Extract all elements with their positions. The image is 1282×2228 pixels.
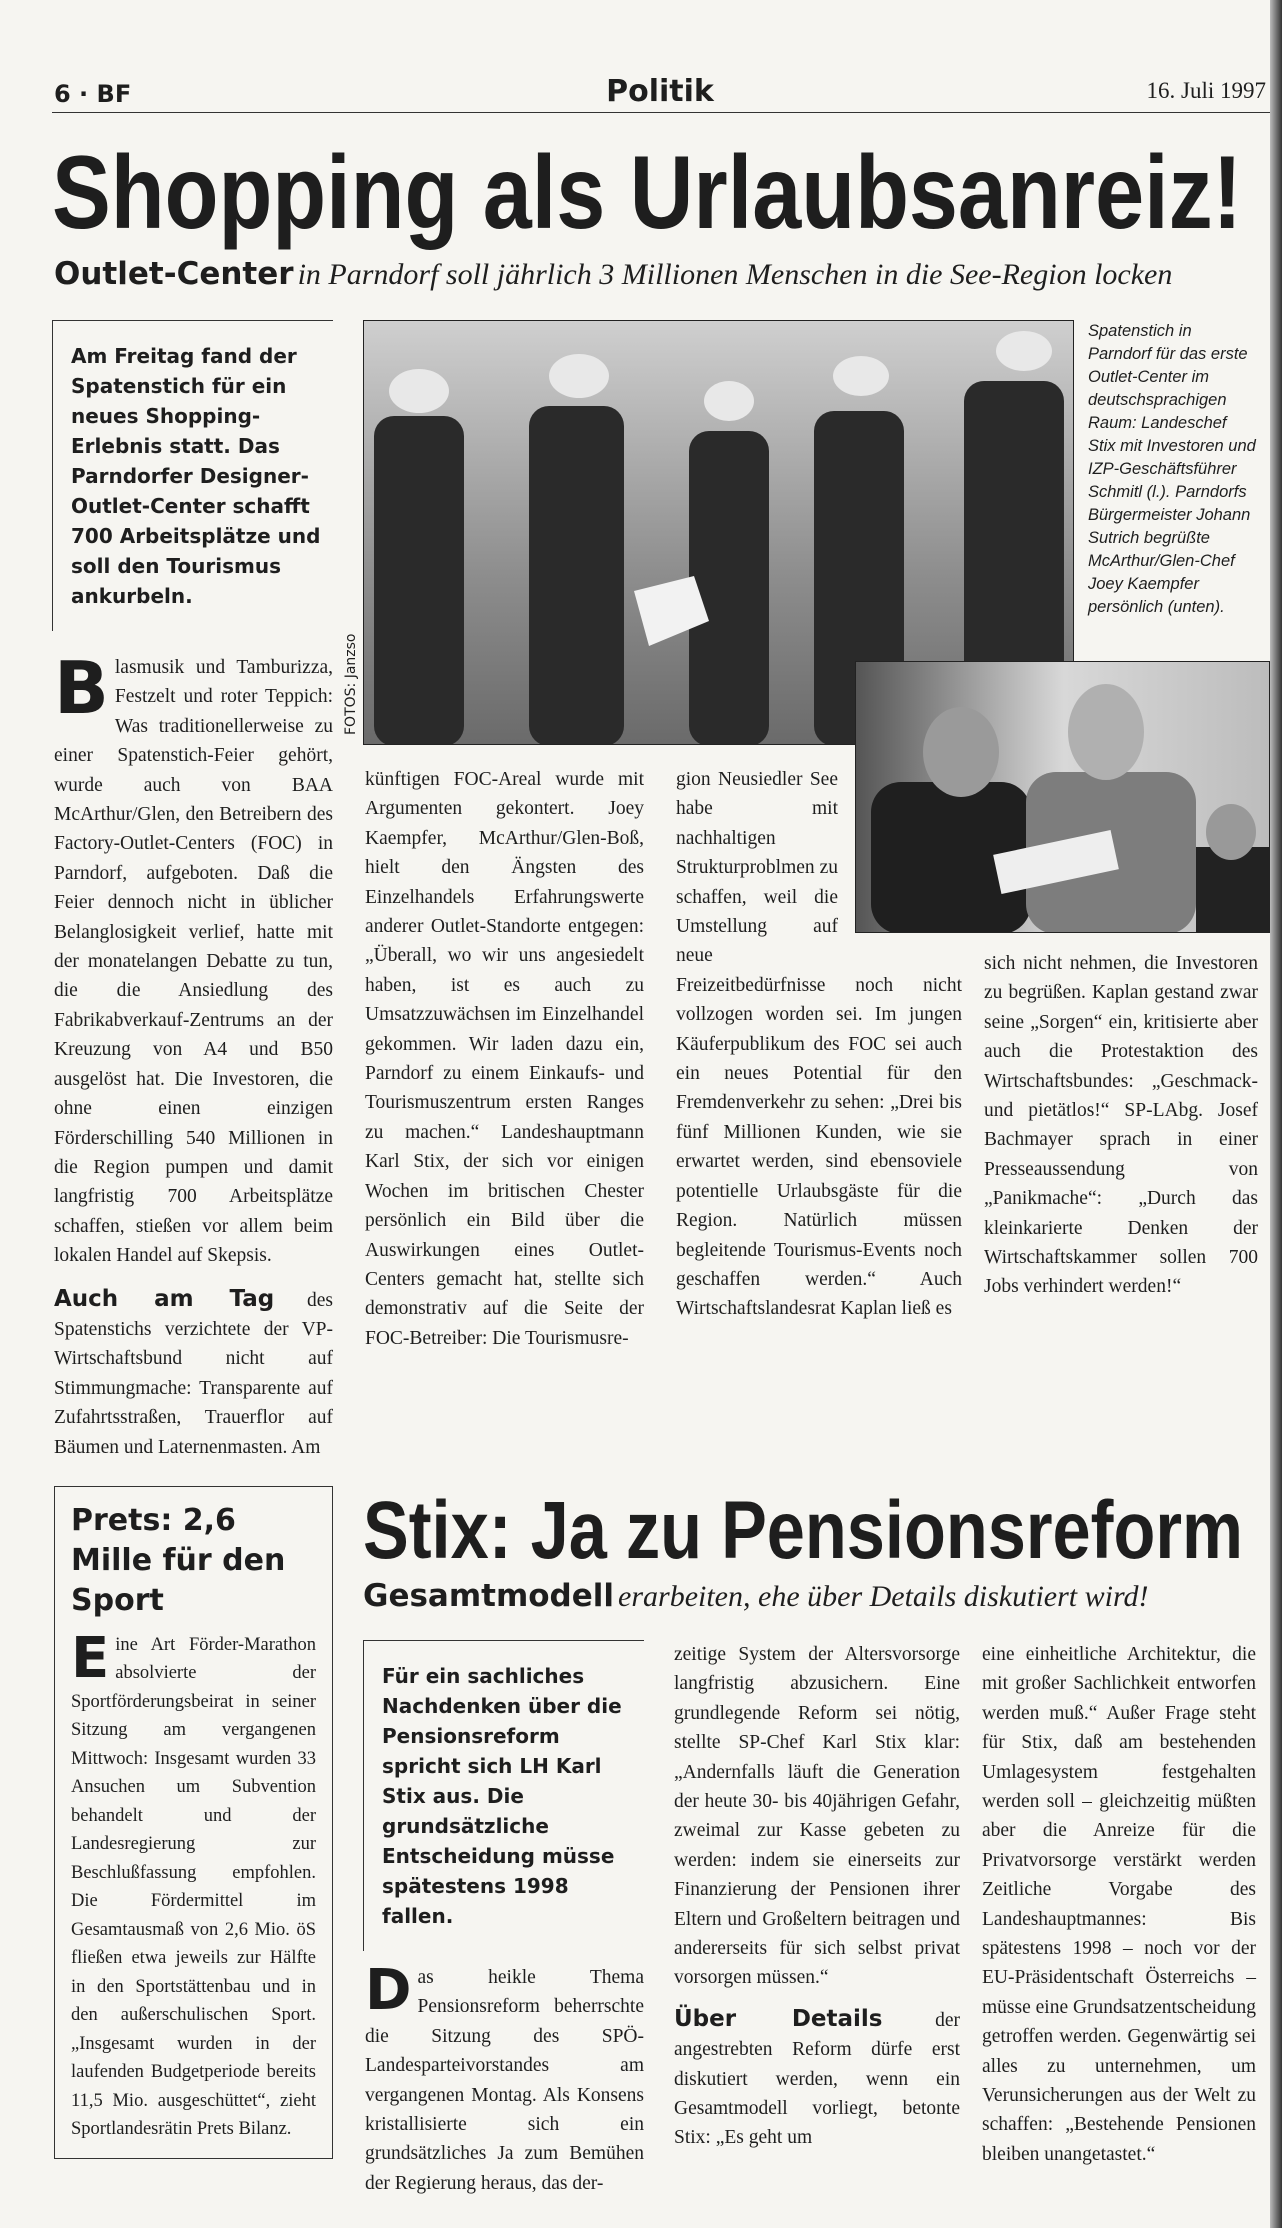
paragraph-lead: Über Details (674, 2005, 883, 2032)
subhead-bold: Gesamtmodell (363, 1577, 615, 1614)
article-column-4: eine einheitliche Architektur, die mit großer Sachlichkeit entworfen werden muß.“ Außer Frage steht für Stix, daß am bestehenden Umlagesystem festgehalten werden soll – gleichzeitig müßten aber die Anreize für die Privatvorsorge verstärkt werden Zeitliche Vorgabe des Landeshauptmannes: Bis spätestens 1998 – noch vor der EU-Präsidentschaft Österreichs – müsse eine Grundsatzentscheidung getroffen werden. Gegenwärtig sei alles zu unternehmen, um Verunsicherungen aus der Welt zu schaffen: „Bestehende Pensionen bleiben unangetastet.“ (982, 1643, 1257, 2165)
article-column-2: künftigen FOC-Areal wurde mit Argumenten gekontert. Joey Kaempfer, McArthur/Glen-Boß, hielt den Ängsten des Einzelhandels Erfahrungswerte anderer Outlet-Standorte entgegen: „Überall, wo wir uns angesiedelt haben, ist es auch zu Umsatzzuwächsen im Einzelhandel gekommen. Wir laden dazu ein, Parndorf zu einem Einkaufs- und Tourismuszentrum ersten Ranges zu machen.“ Landeshauptmann Karl Stix, der sich vor einigen Wochen im britischen Chester persönlich ein Bild über die Auswirkungen eines Outlet-Centers gemacht hat, stellte sich demonstrativ auf die Seite der FOC-Betreiber: Die Tourismusre- (365, 769, 644, 1349)
drop-cap: D (365, 1957, 412, 2023)
intro-text: Am Freitag fand der Spatenstich für ein neues Shopping-Erlebnis statt. Das Parndorfer Designer-Outlet-Center schafft 700 Arbeitsplätze und soll den Tourismus ankurbeln. (71, 344, 321, 608)
column-text: as heikle Thema Pensionsreform beherrschte die Sitzung des SPÖ-Landesparteivorstandes am vergangenen Montag. Als Konsens kristallisierte sich ein grundsätzliches Ja zum Bemühen der Regierung heraus, das der- (365, 1966, 644, 2194)
scan-edge (1270, 0, 1282, 2228)
column-text: ine Art Förder-Marathon absolvierte der Sportförderungsbeirat in seiner Sitzung am vergangenen Mittwoch: Insgesamt wurden 33 Ansuchen um Subvention behandelt und der Landesregierung zur Beschlußfassung empfohlen. Die Fördermittel im Gesamtausmaß von 2,6 Mio. öS fließen etwa jeweils zur Hälfte in den Sportstättenbau und in den außerschulischen Sport. „Insgesamt wurden in der laufenden Budgetperiode bereits 11,5 Mio. ausgeschüttet“, zieht Sportlandesrätin Prets Bilanz. (71, 1634, 316, 2140)
sidebar-headline: Prets: 2,6 Mille für den Sport (71, 1502, 286, 1618)
article-column-2 (365, 1957, 644, 2198)
column-text: der angestrebten Reform dürfe erst diskutiert werden, wenn ein Gesamtmodell vorliegt, betonte Stix: „Es geht um (674, 2009, 960, 2149)
column-text: sich nicht nehmen, die Investoren zu begrüßen. Kaplan gestand zwar seine „Sorgen“ ein, kritisierte aber auch die Protestaktion des Wirtschaftsbundes: „Geschmack- und pietätlos!“ SP-LAbg. Josef Bachmayer sprach in einer Presseaussendung von „Panikmache“: „Durch das kleinkarierte Denken der Wirtschaftskammer sollen 700 Jobs verhindert werden!“ (984, 953, 1258, 1298)
photo-credit: FOTOS: Janzso (343, 633, 359, 735)
article-headline: Shopping als Urlaubsanreiz! (52, 135, 1242, 251)
section-title: Politik (606, 74, 714, 109)
article-intro-box (363, 1640, 644, 1951)
photo-handshake (855, 661, 1270, 933)
issue-date: 16. Juli 1997 (1146, 78, 1266, 103)
header-rule (52, 112, 1270, 113)
article-intro-box (52, 320, 333, 631)
intro-text: Für ein sachliches Nachdenken über die Pensionsreform spricht sich LH Karl Stix aus. Die grundsätzliche Entscheidung müsse spätestens 1998 fallen. (382, 1663, 622, 1928)
page-number: 6 · BF (54, 80, 132, 108)
sidebar-box (54, 1486, 333, 2159)
paragraph-lead: Auch am Tag (54, 1285, 275, 1312)
column-text: lasmusik und Tamburizza, Festzelt und roter Teppich: Was traditionellerweise zu einer Spatenstich-Feier gehört, wurde auch von BAA McArthur/Glen, den Betreibern des Factory-Outlet-Centers (FOC) in Parndorf, aufgeboten. Daß die Feier dennoch nicht in üblicher Belanglosigkeit verlief, hatte mit der monatelangen Debatte zu tun, die die Ansiedlung des Fabrikabverkauf-Zentrums an der Kreuzung von A4 und B50 ausgelöst hat. Die Investoren, die ohne einen einzigen Förderschilling 540 Millionen in die Region pumpen und damit langfristig 700 Arbeitsplätze schaffen, stießen vor allem beim lokalen Handel auf Skepsis. (54, 657, 333, 1267)
article-headline: Stix: Ja zu Pensionsreform (363, 1484, 1243, 1576)
article-column-3 (674, 1640, 960, 2153)
article-1-right-region (343, 320, 1270, 1353)
article-subhead (54, 256, 1172, 292)
column-text: des Spatenstichs verzichtete der VP-Wirtschaftsbund nicht auf Stimmungmache: Transparente auf Zufahrtsstraßen, Trauerflor auf Bäumen und Laternenmasten. Am (54, 1289, 333, 1458)
column-text: gion Neusiedler See habe mit nachhaltigen Strukturproblmen zu schaffen, weil die Umstellung auf neue Freizeitbedürfnisse noch nicht vollzogen worden sei. Im jungen Käuferpublikum des FOC sei auch ein neues Potential für den Fremdenverkehr zu sehen: „Drei bis fünf Millionen Kunden, wie sie erwartet werden, sind ebensoviele potentielle Urlaubsgäste für die Region. Natürlich müssen begleitende Tourismus-Events noch geschaffen werden.“ Auch Wirtschaftslandesrat Kaplan ließ es (676, 769, 962, 1320)
subhead-italic: in Parndorf soll jährlich 3 Millionen Menschen in die See-Region locken (297, 258, 1173, 291)
photo-caption: Spatenstich in Parndorf für das erste Outlet-Center im deutschsprachigen Raum: Landeschef Stix mit Investoren und IZP-Geschäftsführer Schmitl (l.). Parndorfs Bürgermeister Johann Sutrich begrüßte McArthur/Glen-Chef Joey Kaempfer persönlich (unten). (1088, 322, 1256, 616)
lower-section (0, 1486, 1282, 2228)
photo-image (856, 662, 1270, 933)
article-1-left-column (52, 320, 333, 1462)
sidebar-text (71, 1625, 316, 2144)
subhead-bold: Outlet-Center (54, 256, 294, 292)
article-column-1 (54, 646, 333, 1462)
article-2 (363, 1486, 1268, 2198)
column-text: zeitige System der Altersvorsorge langfristig abzusichern. Eine grundlegende Reform sei nötig, stellte SP-Chef Karl Stix klar: „Andernfalls läuft die Generation der heute 30- bis 40jährigen Gefahr, zweimal zur Kasse gebeten zu werden: indem sie einerseits zur Finanzierung der Pensionen ihrer Eltern und Großeltern beitragen und andererseits für sich selbst privat vorsorgen müssen.“ (674, 1643, 960, 1989)
article-subhead (363, 1578, 1149, 1614)
drop-cap: E (71, 1625, 110, 1691)
drop-cap: B (54, 646, 109, 730)
subhead-italic: erarbeiten, ehe über Details diskutiert wird! (618, 1579, 1149, 1613)
